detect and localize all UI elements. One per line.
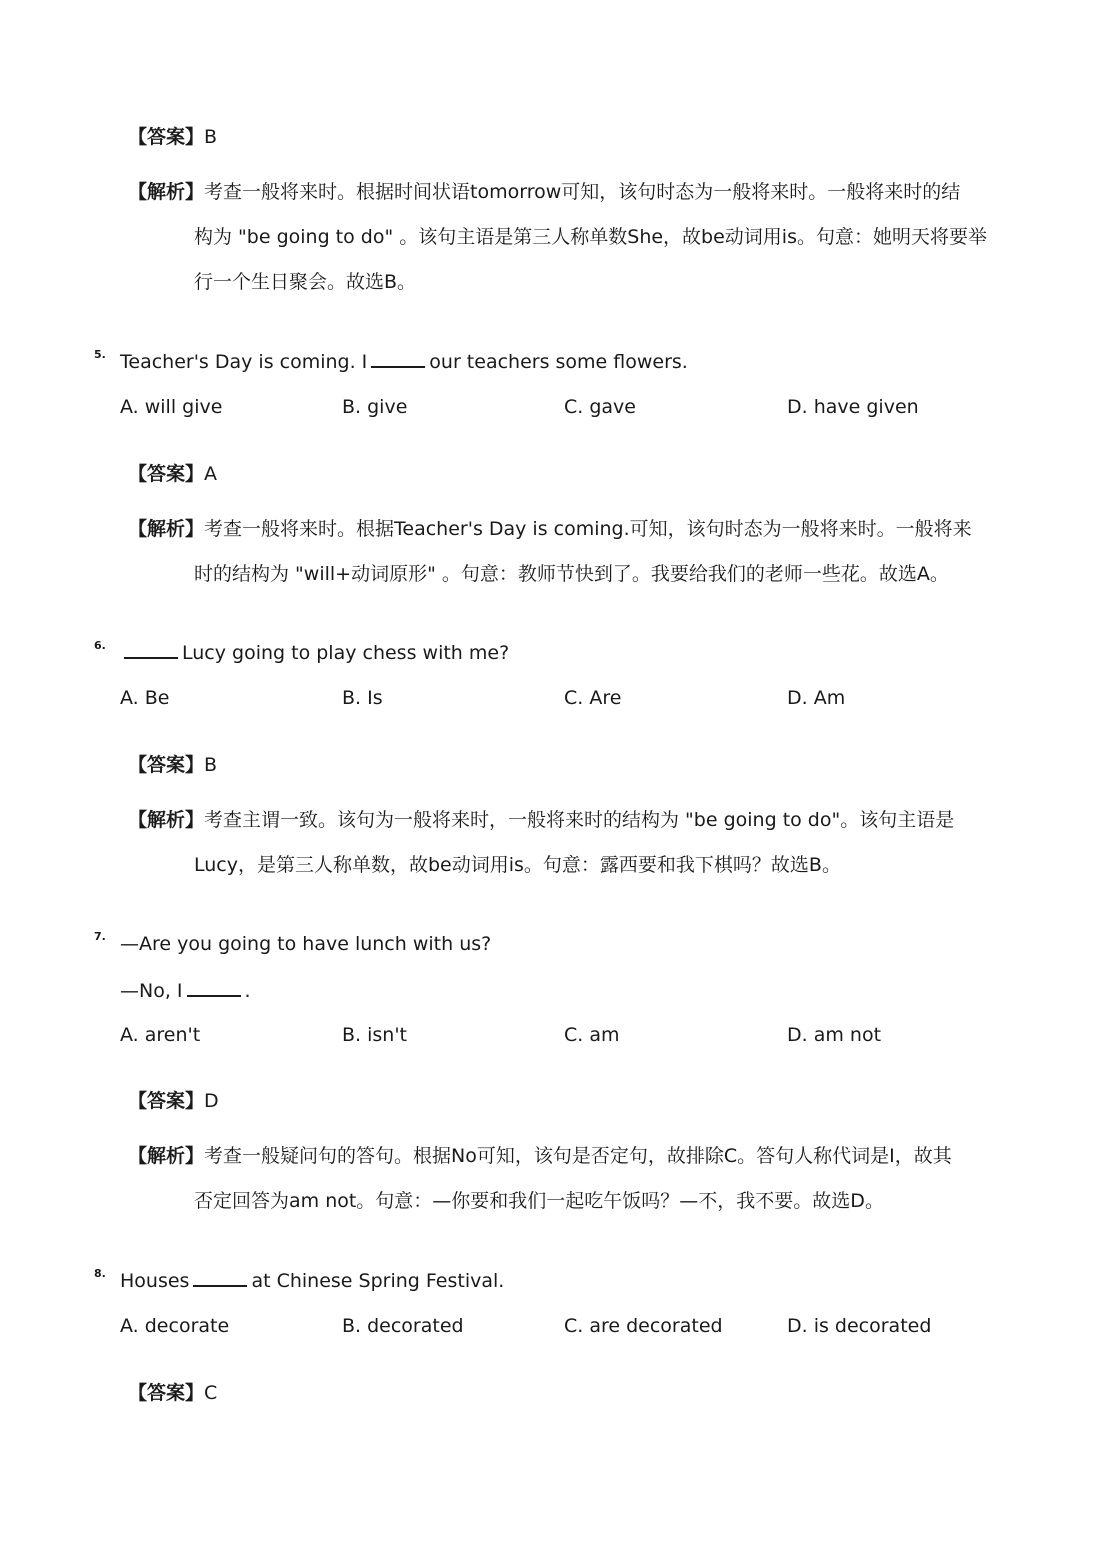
stem-text: Teacher's Day is coming. I [120, 351, 368, 373]
option-d: D. is decorated [787, 1315, 932, 1337]
stem-text: Houses [120, 1270, 190, 1292]
answer-label: 【答案】 [128, 126, 205, 148]
answer-row [128, 122, 217, 149]
analysis-line: 否定回答为am not。句意：—你要和我们一起吃午饭吗？—不，我不要。故选D。 [194, 1190, 884, 1212]
answer-label: 【答案】 [128, 1382, 205, 1404]
analysis-label: 【解析】 [128, 181, 205, 203]
option-a: A. Be [120, 687, 170, 709]
analysis-line: 时的结构为 "will+动词原形" 。句意：教师节快到了。我要给我们的老师一些花。故选A。 [194, 563, 949, 585]
question-number: 7. [94, 930, 106, 943]
answer-blank [193, 1284, 247, 1287]
question-number: 6. [94, 639, 106, 652]
answer-row [128, 1378, 217, 1405]
option-b: B. give [342, 396, 408, 418]
stem-text: . [244, 980, 251, 1002]
answer-blank [371, 365, 425, 368]
answer-row [128, 750, 217, 777]
answer-label: 【答案】 [128, 754, 205, 776]
analysis-line: 考查一般将来时。根据Teacher's Day is coming.可知，该句时态为一般将来时。一般将来 [204, 518, 972, 540]
answer-blank [187, 994, 241, 997]
analysis-line: 考查一般疑问句的答句。根据No可知，该句是否定句，故排除C。答句人称代词是I，故其 [204, 1145, 952, 1167]
analysis-label: 【解析】 [128, 518, 205, 540]
question-stem-line2 [120, 980, 251, 1002]
question-number: 5. [94, 348, 106, 361]
answer-row [128, 1086, 219, 1113]
option-d: D. am not [787, 1024, 882, 1046]
analysis-line: 考查主谓一致。该句为一般将来时，一般将来时的结构为 "be going to do"。该句主语是 [204, 809, 955, 831]
analysis-line: 考查一般将来时。根据时间状语tomorrow可知，该句时态为一般将来时。一般将来时的结 [204, 181, 961, 203]
option-c: C. are decorated [564, 1315, 723, 1337]
option-d: D. Am [787, 687, 846, 709]
option-a: A. will give [120, 396, 223, 418]
analysis-row [128, 1141, 952, 1168]
analysis-label: 【解析】 [128, 809, 205, 831]
stem-text: our teachers some flowers. [429, 351, 688, 373]
question-stem [120, 351, 688, 373]
answer-blank [124, 656, 178, 659]
answer-value: A [204, 463, 218, 485]
option-b: B. decorated [342, 1315, 464, 1337]
answer-label: 【答案】 [128, 463, 205, 485]
answer-row [128, 459, 217, 486]
option-c: C. Are [564, 687, 622, 709]
analysis-line: Lucy，是第三人称单数，故be动词用is。句意：露西要和我下棋吗？故选B。 [194, 854, 841, 876]
analysis-label: 【解析】 [128, 1145, 205, 1167]
option-b: B. Is [342, 687, 383, 709]
option-a: A. decorate [120, 1315, 230, 1337]
option-c: C. am [564, 1024, 620, 1046]
analysis-line: 构为 "be going to do" 。该句主语是第三人称单数She，故be动词用is。句意：她明天将要举 [194, 226, 987, 248]
option-d: D. have given [787, 396, 919, 418]
option-c: C. gave [564, 396, 636, 418]
question-number: 8. [94, 1267, 106, 1280]
question-stem [120, 1270, 504, 1292]
question-stem: —Are you going to have lunch with us? [120, 933, 492, 955]
answer-value: B [204, 126, 218, 148]
answer-value: D [204, 1090, 219, 1112]
answer-label: 【答案】 [128, 1090, 205, 1112]
analysis-line: 行一个生日聚会。故选B。 [194, 271, 417, 293]
stem-text: at Chinese Spring Festival. [251, 1270, 505, 1292]
option-a: A. aren't [120, 1024, 201, 1046]
answer-value: B [204, 754, 218, 776]
analysis-row [128, 805, 954, 832]
stem-text: —No, I [120, 980, 183, 1002]
analysis-row [128, 514, 972, 541]
answer-value: C [204, 1382, 218, 1404]
stem-text: Lucy going to play chess with me? [182, 642, 510, 664]
analysis-row [128, 177, 960, 204]
question-stem [120, 642, 509, 664]
option-b: B. isn't [342, 1024, 408, 1046]
